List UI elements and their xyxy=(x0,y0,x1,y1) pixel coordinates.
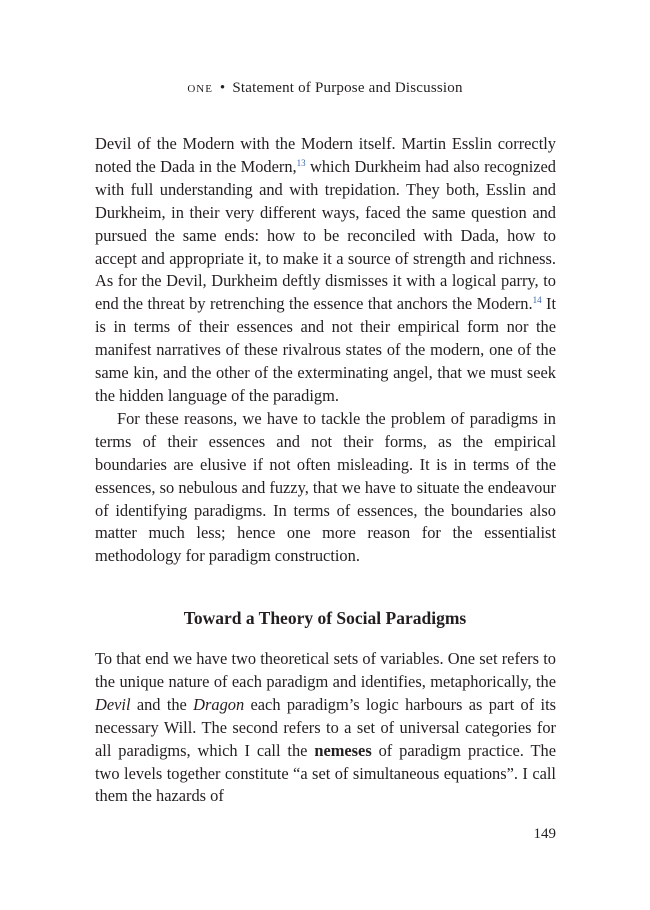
section-body-text xyxy=(95,648,556,808)
body-text xyxy=(95,133,556,568)
paragraph-text: and the xyxy=(130,694,194,714)
italic-term-dragon: Dragon xyxy=(193,694,245,714)
paragraph-text: of paradigm practice. The two levels together constitute “a set of simultaneous equations”. I call them the hazards of xyxy=(95,740,556,806)
paragraph-text: each paradigm’s logic harbours as part of its necessary Will. The second refers to a set of universal categories for all paradigms, which I call the xyxy=(95,694,557,760)
footnote-ref-14[interactable]: 14 xyxy=(532,295,542,306)
paragraph-text: It is in terms of their essences and not their empirical form nor the manifest narratives of these rivalrous states of the modern, one of the same kin, and the other of the exterminating angel, that we must seek the hidden language of the paradigm. xyxy=(95,294,556,405)
paragraph-3 xyxy=(95,648,556,808)
paragraph-text: Devil of the Modern with the Modern itself. Martin Esslin correctly noted the Dada in the Modern, xyxy=(95,134,556,176)
running-head xyxy=(0,80,650,97)
paragraph-2: For these reasons, we have to tackle the problem of paradigms in terms of their essences and not their forms, as the empirical boundaries are elusive if not often misleading. It is in terms of the essences, so nebulous and fuzzy, that we have to situate the endeavour of identifying paradigms. In terms of essences, the boundaries also matter much less; hence one more reason for the essentialist methodology for paradigm construction. xyxy=(95,408,556,566)
bold-term-nemeses: nemeses xyxy=(314,740,372,760)
running-head-chapter: one xyxy=(187,80,213,96)
footnote-ref-13[interactable]: 13 xyxy=(296,157,306,168)
paragraph-text: To that end we have two theoretical sets of variables. One set refers to the unique nature of each paradigm and identifies, metaphorically, the xyxy=(95,649,556,691)
paragraph-text: which Durkheim had also recognized with full understanding and with trepidation. They both, Esslin and Durkheim, in their very different ways, faced the same question and pursued the same ends: how to be reconciled with Dada, how to accept and appropriate it, to make it a source of strength and richness. As for the Devil, Durkheim deftly dismisses it with a logical parry, to end the threat by retrenching the essence that anchors the Modern. xyxy=(95,156,556,314)
italic-term-devil: Devil xyxy=(95,694,131,714)
page-number: 149 xyxy=(533,826,556,842)
paragraph-1 xyxy=(95,133,556,408)
running-head-separator: • xyxy=(219,80,226,96)
running-head-title: Statement of Purpose and Discussion xyxy=(232,80,463,96)
section-heading: Toward a Theory of Social Paradigms xyxy=(183,608,467,628)
